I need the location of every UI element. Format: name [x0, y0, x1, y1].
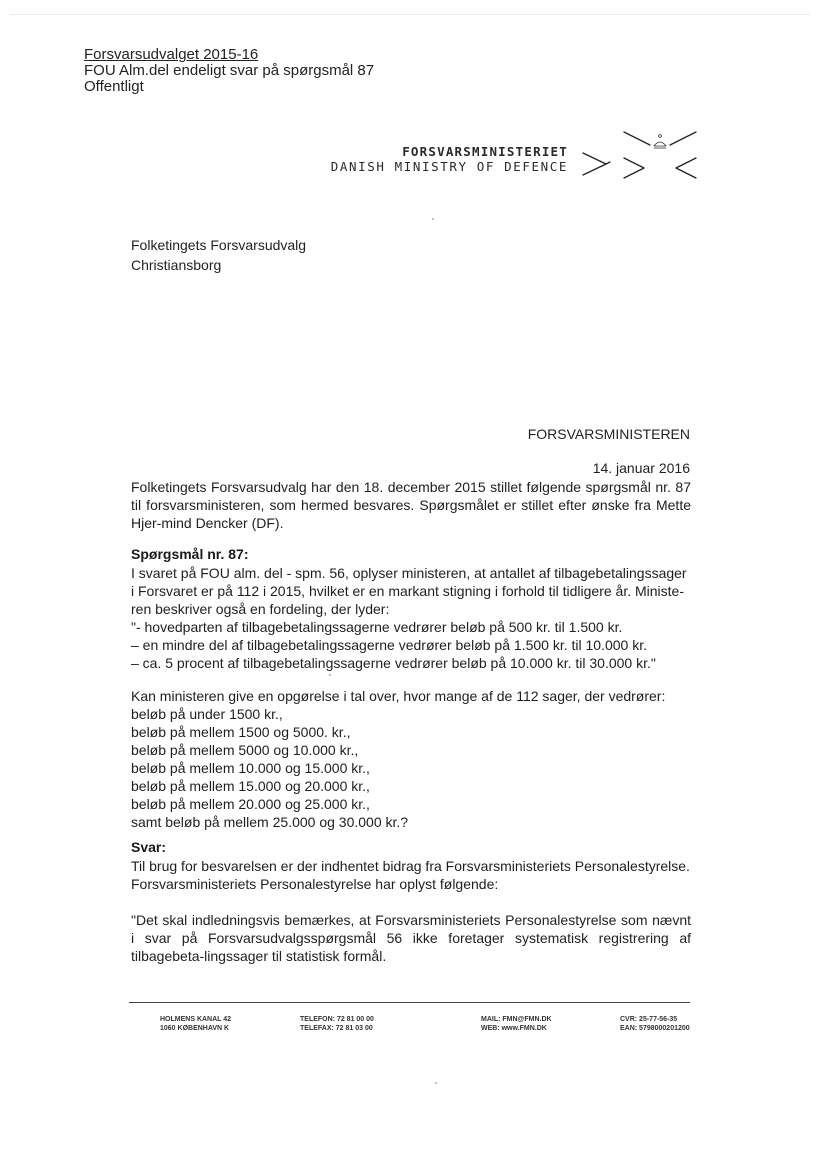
footer-web: WEB: www.FMN.DK	[481, 1025, 547, 1032]
answer-heading: Svar:	[131, 839, 167, 855]
footer-ids	[620, 1015, 690, 1033]
scan-speck	[435, 1082, 437, 1084]
reference-line: FOU Alm.del endeligt svar på spørgsmål 87	[84, 62, 375, 79]
question-list-line: beløb på mellem 5000 og 10.000 kr.,	[131, 742, 359, 758]
question-list-line: beløb på mellem 1500 og 5000. kr.,	[131, 724, 351, 740]
footer-address	[160, 1015, 231, 1033]
ministry-name-english: DANISH MINISTRY OF DEFENCE	[330, 159, 568, 174]
crown-crossed-swords-logo	[580, 112, 700, 192]
letter-date: 14. januar 2016	[592, 460, 690, 476]
question-line: I svaret på FOU alm. del - spm. 56, oplyser ministeren, at antallet af tilbagebetalingssager	[131, 565, 687, 581]
footer-contact	[481, 1015, 552, 1033]
question-line: – en mindre del af tilbagebetalingssagerne vedrører beløb på 1.500 kr. til 10.000 kr.	[131, 637, 647, 653]
question-list-line: beløb på mellem 20.000 og 25.000 kr.,	[131, 796, 370, 812]
footer-telefax: TELEFAX: 72 81 03 00	[300, 1025, 373, 1032]
page-edge	[10, 14, 810, 15]
footer-divider	[129, 1002, 690, 1003]
question-list-line: Kan ministeren give en opgørelse i tal over, hvor mange af de 112 sager, der vedrører:	[131, 688, 666, 704]
question-list-line: beløb på mellem 10.000 og 15.000 kr.,	[131, 760, 370, 776]
intro-paragraph: Folketingets Forsvarsudvalg har den 18. december 2015 stillet følgende spørgsmål nr. 87 til forsvarsministeren, som hermed besvares. Spørgsmålet er stillet efter ønske fra Mette Hjer-mind Dencker (DF).	[131, 479, 691, 531]
question-line: ren beskriver også en fordeling, der lyder:	[131, 601, 390, 617]
question-heading: Spørgsmål nr. 87:	[131, 546, 249, 562]
question-line: – ca. 5 procent af tilbagebetalingssagerne vedrører beløb på 10.000 kr. til 30.000 kr."	[131, 655, 656, 671]
question-text	[131, 564, 691, 672]
question-list	[131, 687, 691, 831]
answer-quote: "Det skal indledningsvis bemærkes, at Forsvarsministeriets Personalestyrelse som nævnt i svar på Forsvarsudvalgsspørgsmål 56 ikke foretager systematisk registrering af tilbagebeta-lingssager til statistisk formål.	[131, 912, 691, 964]
document-header	[84, 47, 374, 95]
ministry-name-danish: FORSVARSMINISTERIET	[402, 144, 568, 159]
footer-mail: MAIL: FMN@FMN.DK	[481, 1016, 552, 1023]
classification-line: Offentligt	[84, 78, 144, 95]
answer-paragraph: Til brug for besvarelsen er der indhentet bidrag fra Forsvarsministeriets Personalestyrelse. Forsvarsministeriets Personalestyrelse har oplyst følgende:	[131, 858, 690, 892]
question-list-line: beløb på mellem 15.000 og 20.000 kr.,	[131, 778, 370, 794]
footer-cvr: CVR: 25-77-56-35	[620, 1016, 678, 1023]
scan-speck	[432, 218, 434, 220]
footer-city: 1060 KØBENHAVN K	[160, 1025, 230, 1032]
recipient-address	[131, 235, 306, 275]
committee-line: Forsvarsudvalget 2015-16	[84, 46, 259, 63]
question-line: i Forsvaret er på 112 i 2015, hvilket er en markant stigning i forhold til tidligere år. Ministe-	[131, 583, 684, 599]
ministry-name	[250, 144, 568, 175]
footer-ean: EAN: 5798000201200	[620, 1025, 690, 1032]
footer-phone	[300, 1015, 374, 1033]
recipient-place: Christiansborg	[131, 257, 222, 273]
question-line: "- hovedparten af tilbagebetalingssagerne vedrører beløb på 500 kr. til 1.500 kr.	[131, 619, 623, 635]
question-list-line: beløb på under 1500 kr.,	[131, 706, 283, 722]
footer-telephone: TELEFON: 72 81 00 00	[300, 1016, 374, 1023]
recipient-name: Folketingets Forsvarsudvalg	[131, 237, 307, 253]
scan-speck	[329, 674, 331, 676]
sender: FORSVARSMINISTEREN	[527, 426, 690, 442]
question-list-line: samt beløb på mellem 25.000 og 30.000 kr.?	[131, 814, 409, 830]
footer-street: HOLMENS KANAL 42	[160, 1016, 232, 1023]
